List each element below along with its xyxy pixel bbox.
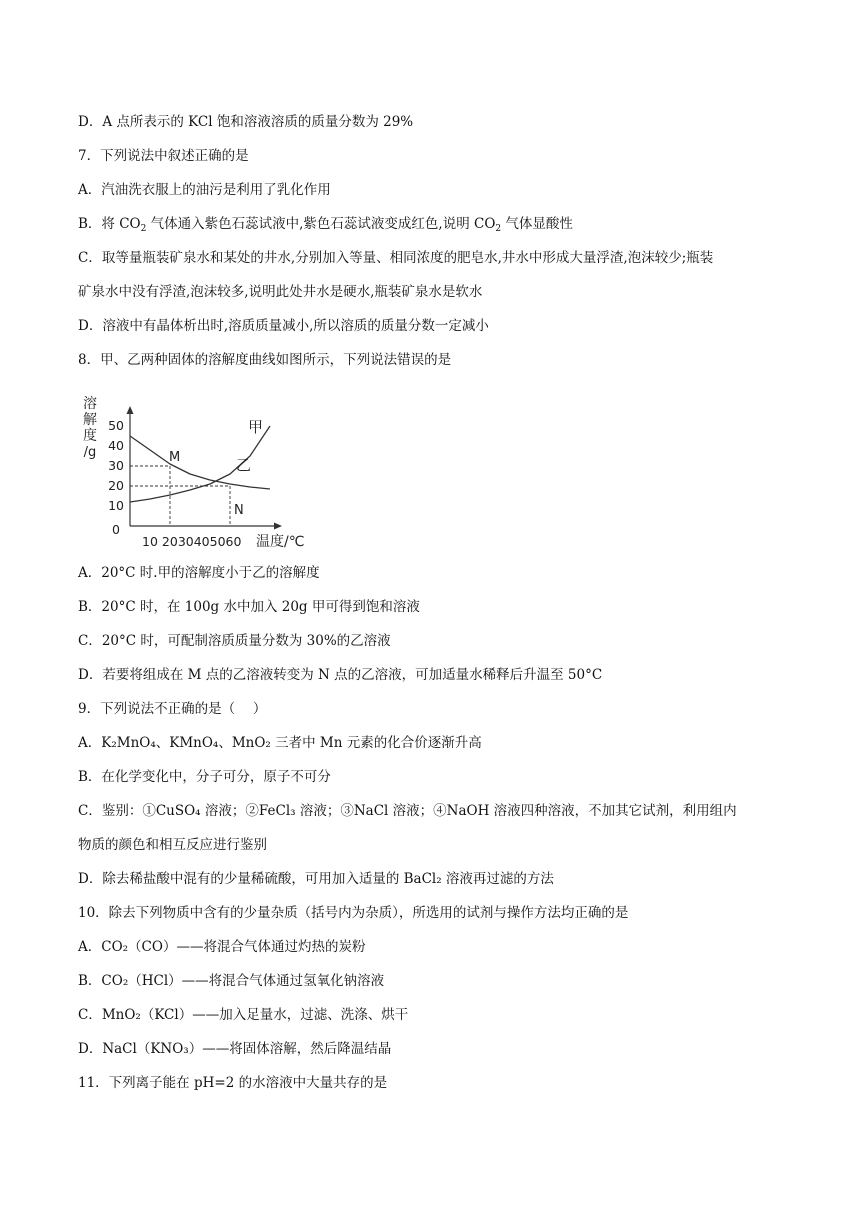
x-tick-label-30: 30 [177, 534, 194, 549]
q8-option-b: B．20°C 时，在 100g 水中加入 20g 甲可得到饱和溶液 [78, 599, 420, 615]
y-tick-label: 10 [108, 498, 124, 513]
x-tick-labels [142, 534, 241, 549]
q7-option-c-line2: 矿泉水中没有浮渣,泡沫较多,说明此处井水是硬水,瓶装矿泉水是软水 [78, 284, 483, 300]
q10-stem: 10．除去下列物质中含有的少量杂质（括号内为杂质），所选用的试剂与操作方法均正确的是 [78, 905, 629, 921]
q8-option-a: A．20°C 时.甲的溶解度小于乙的溶解度 [78, 565, 320, 581]
x-tick-label-60: 60 [225, 534, 242, 549]
q10-option-b: B．CO₂（HCl）——将混合气体通过氢氧化钠溶液 [78, 973, 385, 989]
y-tick-label: 30 [108, 458, 124, 473]
q10-option-d: D．NaCl（KNO₃）——将固体溶解，然后降温结晶 [78, 1041, 392, 1057]
q9-option-a: A．K₂MnO₄、KMnO₄、MnO₂ 三者中 Mn 元素的化合价逐渐升高 [78, 735, 482, 751]
q7-stem: 7．下列说法中叙述正确的是 [78, 148, 249, 164]
ylabel-char-2: 解 [83, 412, 97, 428]
q10-option-a: A．CO₂（CO）——将混合气体通过灼热的炭粉 [78, 939, 366, 955]
q7-option-c-line1: C．取等量瓶装矿泉水和某处的井水,分别加入等量、相同浓度的肥皂水,井水中形成大量浮渣,泡沫较少;瓶装 [78, 250, 714, 266]
x-tick-label-20: 20 [161, 534, 178, 549]
q11-stem: 11．下列离子能在 pH=2 的水溶液中大量共存的是 [78, 1075, 388, 1091]
q9-option-c-line1: C．鉴别：①CuSO₄ 溶液；②FeCl₃ 溶液；③NaCl 溶液；④NaOH 溶液四种溶液，不加其它试剂，利用组内 [78, 803, 737, 819]
y-axis-arrow [127, 406, 134, 414]
q7-b-sub2: 2 [495, 224, 502, 234]
guide-lines [130, 466, 230, 526]
y-tick-labels [108, 418, 124, 537]
q9-option-b: B．在化学变化中，分子可分，原子不可分 [78, 769, 331, 785]
q7-option-b [78, 215, 573, 233]
y-tick-label: 40 [108, 438, 124, 453]
q7-option-d: D．溶液中有晶体析出时,溶质质量减小,所以溶质的质量分数一定减小 [78, 318, 489, 334]
y-tick-label: 20 [108, 478, 124, 493]
q8-stem: 8．甲、乙两种固体的溶解度曲线如图所示，下列说法错误的是 [78, 352, 452, 368]
q8-option-c: C．20°C 时，可配制溶质质量分数为 30%的乙溶液 [78, 633, 391, 649]
ylabel-char-1: 溶 [83, 396, 97, 412]
point-label-M: M [169, 450, 181, 465]
q7-b-part2: 气体通入紫色石蕊试液中,紫色石蕊试液变成红色,说明 CO [146, 216, 496, 232]
x-axis-arrow [274, 523, 282, 530]
chart-labels [169, 418, 263, 518]
series-label-yi: 乙 [236, 456, 252, 474]
x-tick-label-50: 50 [209, 534, 226, 549]
point-label-N: N [234, 503, 244, 518]
series-label-jia: 甲 [248, 418, 264, 436]
x-tick-label [142, 534, 241, 549]
q6-option-d: D．A 点所表示的 KCl 饱和溶液溶质的质量分数为 29% [78, 114, 414, 130]
q10-option-c: C．MnO₂（KCl）——加入足量水，过滤、洗涤、烘干 [78, 1007, 409, 1023]
x-tick-label-40: 40 [193, 534, 210, 549]
q8-option-d: D．若要将组成在 M 点的乙溶液转变为 N 点的乙溶液，可加适量水稀释后升温至 50°C [78, 667, 603, 683]
x-axis-label: 温度/℃ [256, 534, 305, 550]
q9-stem: 9．下列说法不正确的是（ ） [78, 701, 267, 717]
q7-b-part1: B．将 CO [78, 216, 141, 232]
y-tick-label: 50 [108, 418, 124, 433]
solubility-chart [78, 386, 305, 554]
ylabel-char-3: 度 [83, 428, 97, 444]
y-tick-label: 0 [112, 522, 120, 537]
q7-b-part3: 气体显酸性 [501, 216, 573, 232]
q7-b-sub1: 2 [140, 224, 147, 234]
x-tick-label-10: 10 [142, 534, 158, 549]
q9-option-d: D．除去稀盐酸中混有的少量稀硫酸，可用加入适量的 BaCl₂ 溶液再过滤的方法 [78, 871, 554, 887]
q9-option-c-line2: 物质的颜色和相互反应进行鉴别 [78, 837, 267, 853]
y-axis-label [83, 395, 97, 460]
ylabel-char-4: /g [83, 445, 97, 460]
q7-option-a: A．汽油洗衣服上的油污是利用了乳化作用 [78, 182, 331, 198]
